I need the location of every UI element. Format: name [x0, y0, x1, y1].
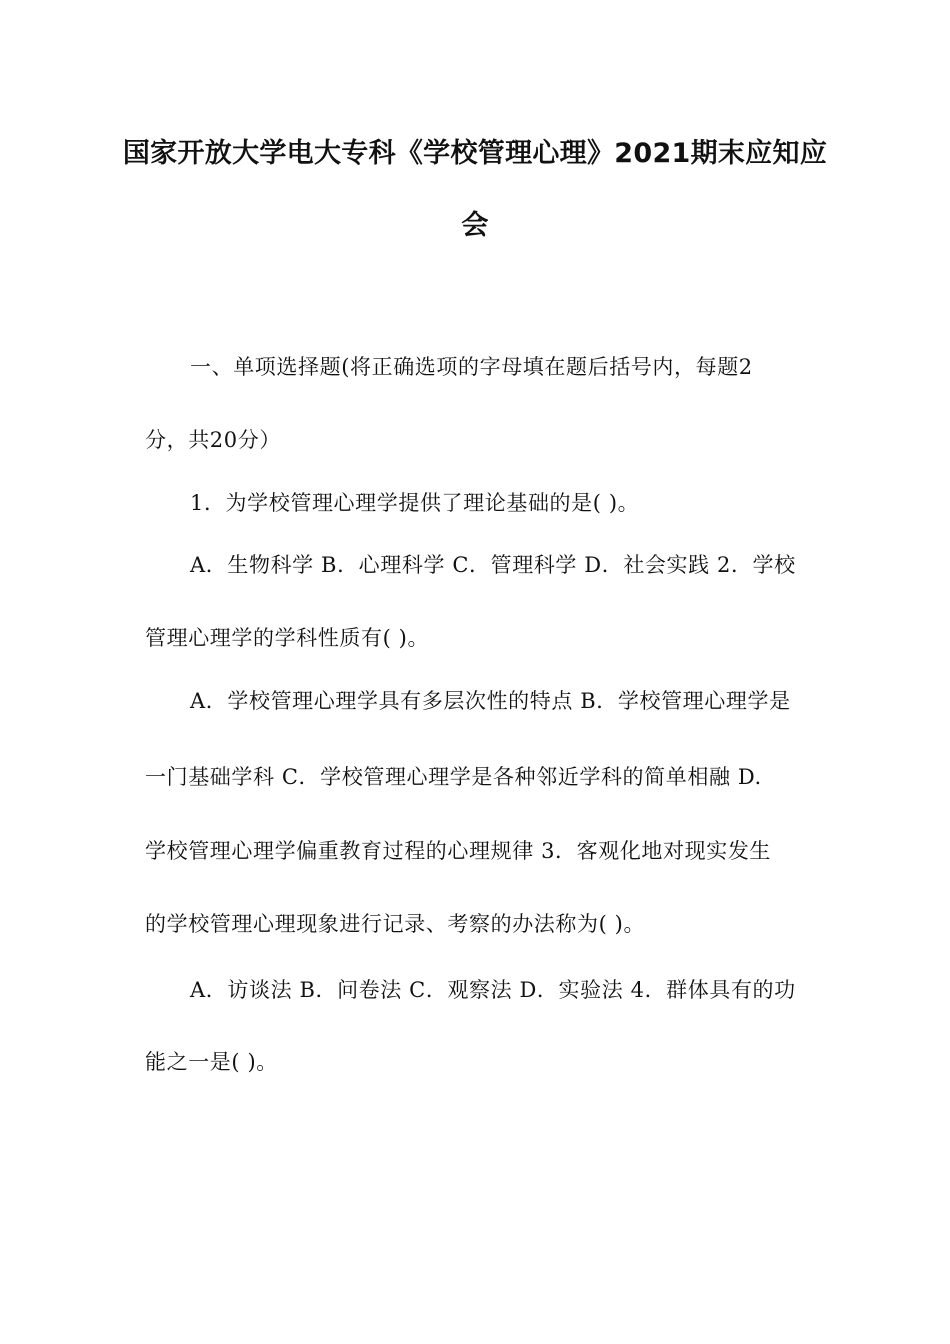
question-2-options-line-2: 一门基础学科 C．学校管理心理学是各种邻近学科的简单相融 D. [145, 765, 762, 789]
document-title-line-2: 会 [461, 210, 489, 241]
section-heading-line-2: 分，共20分） [145, 428, 281, 452]
question-3-options-line: A．访谈法 B．问卷法 C．观察法 D．实验法 4．群体具有的功 [190, 978, 796, 1002]
question-1-text: 1．为学校管理心理学提供了理论基础的是( )。 [190, 491, 640, 515]
question-3-text: 的学校管理心理现象进行记录、考察的办法称为( )。 [145, 912, 646, 936]
question-2-options-line-3: 学校管理心理学偏重教育过程的心理规律 3．客观化地对现实发生 [145, 839, 772, 863]
question-1-options-line: A．生物科学 B．心理科学 C．管理科学 D．社会实践 2．学校 [190, 553, 796, 577]
document-title-line-1: 国家开放大学电大专科《学校管理心理》2021期末应知应 [122, 138, 828, 169]
question-2-text: 管理心理学的学科性质有( )。 [145, 626, 430, 650]
question-4-text: 能之一是( )。 [145, 1050, 278, 1074]
section-heading-line-1: 一、单项选择题(将正确选项的字母填在题后括号内，每题2 [190, 355, 753, 379]
question-2-options-line-1: A．学校管理心理学具有多层次性的特点 B．学校管理心理学是 [190, 689, 791, 713]
